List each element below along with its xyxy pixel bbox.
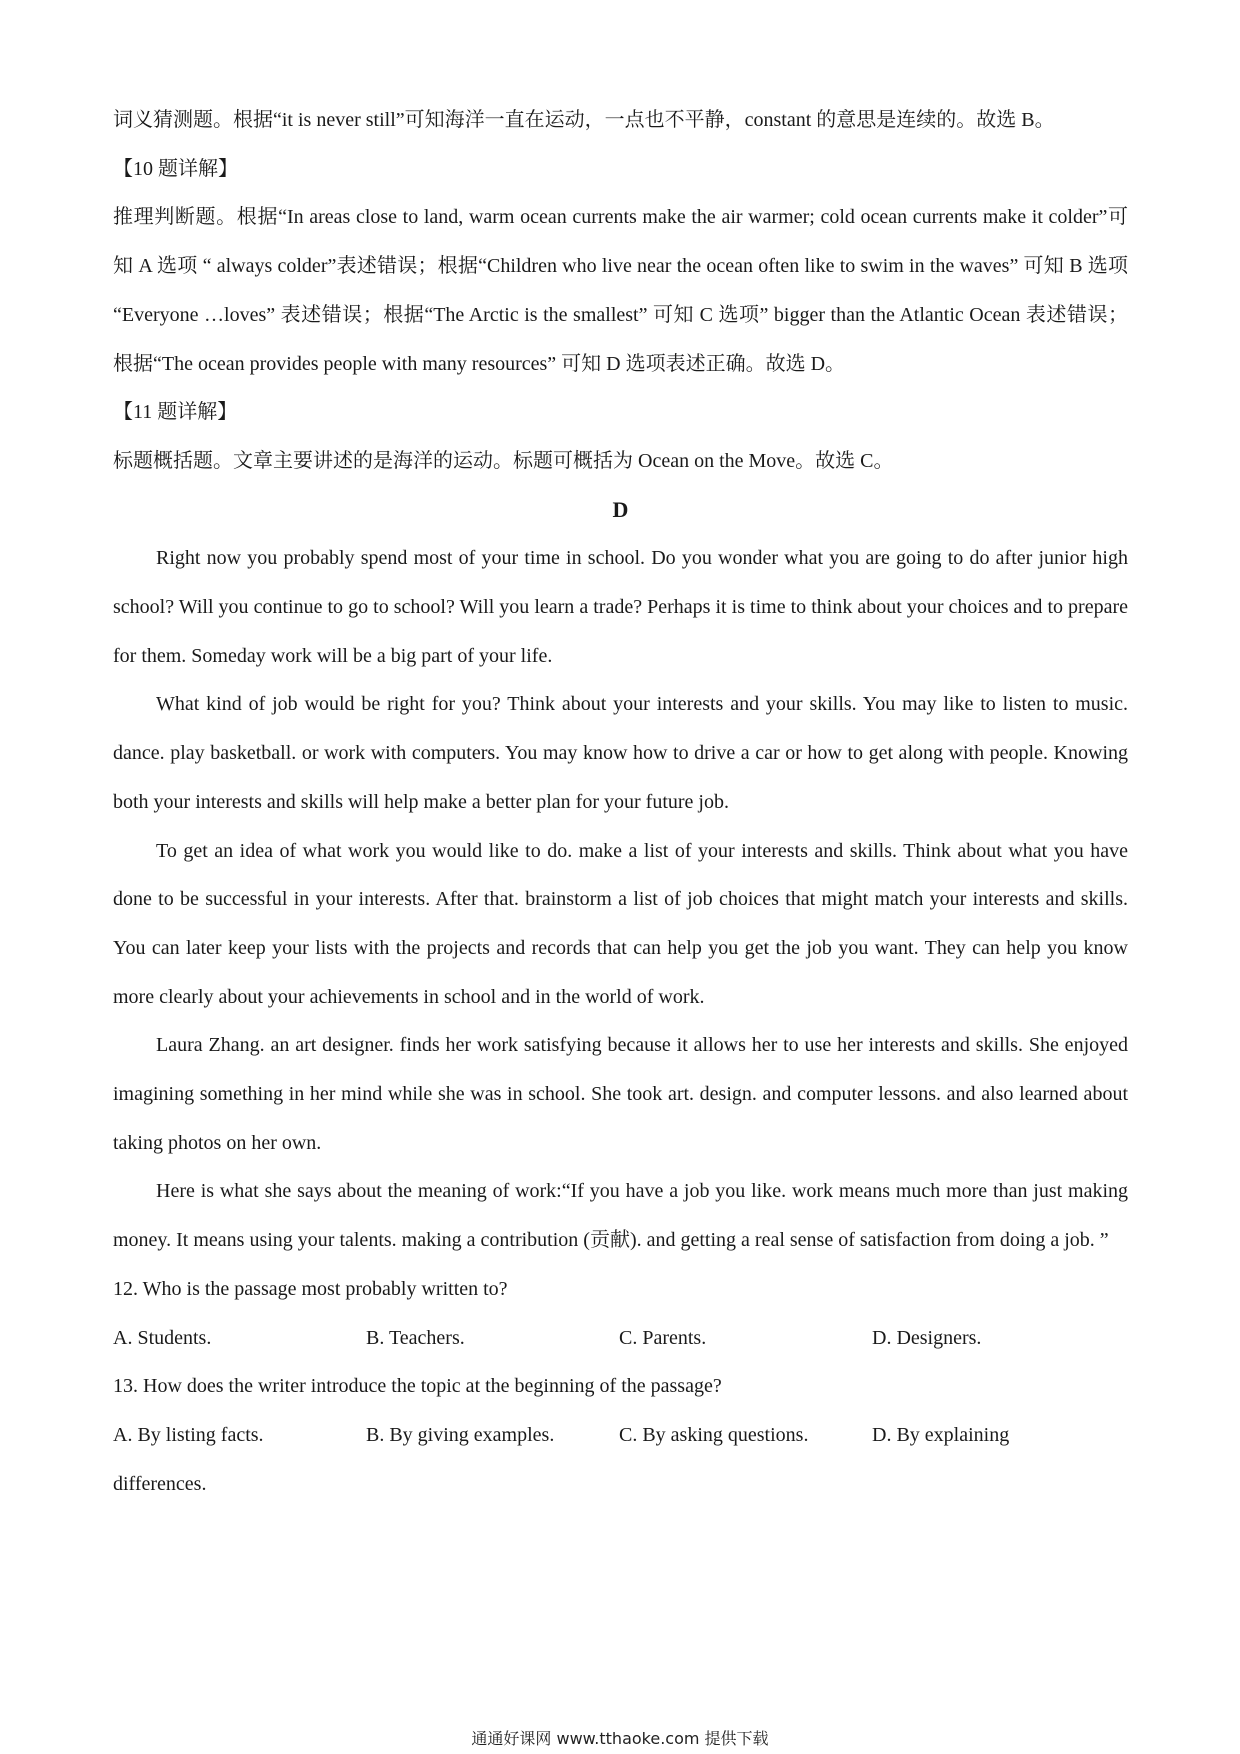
passage-heading: D — [612, 496, 629, 522]
passage-paragraph-4: Laura Zhang. an art designer. finds her work satisfying because it allows her to use her interests and skills. She enjoyed imagining something in her mind while she was in school. She took art. design. and computer lessons. and also learned about taking photos on her own. — [113, 1034, 1128, 1154]
question-13-option-b[interactable]: B. By giving examples. — [366, 1423, 555, 1446]
question-13-options — [113, 1411, 1128, 1460]
page-footer: 通通好课网 www.tthaoke.com 提供下载 — [471, 1729, 769, 1748]
q11-title: 【11 题详解】 — [113, 401, 238, 424]
question-12-stem: 12. Who is the passage most probably written to? — [113, 1277, 508, 1300]
document-page — [113, 96, 1128, 1508]
passage-paragraph-3: To get an idea of what work you would like to do. make a list of your interests and skills. Think about what you have done to be successful in your interests. After that. brainstorm a list of job choices that might match your interests and skills. You can later keep your lists with the projects and records that can help you get the job you want. They can help you know more clearly about your achievements in school and in the world of work. — [113, 839, 1128, 1008]
q10-title: 【10 题详解】 — [113, 157, 238, 180]
question-12-options — [113, 1314, 1128, 1363]
q11-explanation: 标题概括题。文章主要讲述的是海洋的运动。标题可概括为 Ocean on the Move。故选 C。 — [113, 449, 894, 472]
question-12-option-b[interactable]: B. Teachers. — [366, 1326, 465, 1349]
q9-explanation: 词义猜测题。根据“it is never still”可知海洋一直在运动，一点也不平静，constant 的意思是连续的。故选 B。 — [113, 109, 1055, 131]
question-13-option-d[interactable]: D. By explaining — [872, 1423, 1010, 1446]
passage-paragraph-5: Here is what she says about the meaning of work:“If you have a job you like. work means much more than just making money. It means using your talents. making a contribution (贡献). and getting a real sense of satisfaction from doing a job. ” — [113, 1180, 1128, 1252]
question-13-stem: 13. How does the writer introduce the topic at the beginning of the passage? — [113, 1375, 722, 1398]
q10-explanation: 推理判断题。根据“In areas close to land, warm ocean currents make the air warmer; cold ocean currents make it colder”可知 A 选项 “ always colder”表述错误；根据“Children who live near the ocean often like to swim in the waves” 可知 B 选项 “Everyone …loves” 表述错误；根据“The Arctic is the smallest” 可知 C 选项” bigger than the Atlantic Ocean 表述错误；根据“The ocean provides people with many resources” 可知 D 选项表述正确。故选 D。 — [113, 206, 1128, 375]
passage-paragraph-2: What kind of job would be right for you? Think about your interests and your skills. You may like to listen to music. dance. play basketball. or work with computers. You may know how to drive a car or how to get along with people. Knowing both your interests and skills will help make a better plan for your future job. — [113, 693, 1128, 813]
question-13-option-c[interactable]: C. By asking questions. — [619, 1423, 809, 1446]
question-13-option-d-continuation: differences. — [113, 1472, 207, 1495]
question-12-option-d[interactable]: D. Designers. — [872, 1326, 982, 1349]
question-12-option-a[interactable]: A. Students. — [113, 1326, 212, 1349]
passage-paragraph-1: Right now you probably spend most of your time in school. Do you wonder what you are going to do after junior high school? Will you continue to go to school? Will you learn a trade? Perhaps it is time to think about your choices and to prepare for them. Someday work will be a big part of your life. — [113, 547, 1128, 667]
question-13-option-a[interactable]: A. By listing facts. — [113, 1423, 264, 1446]
question-12-option-c[interactable]: C. Parents. — [619, 1326, 707, 1349]
